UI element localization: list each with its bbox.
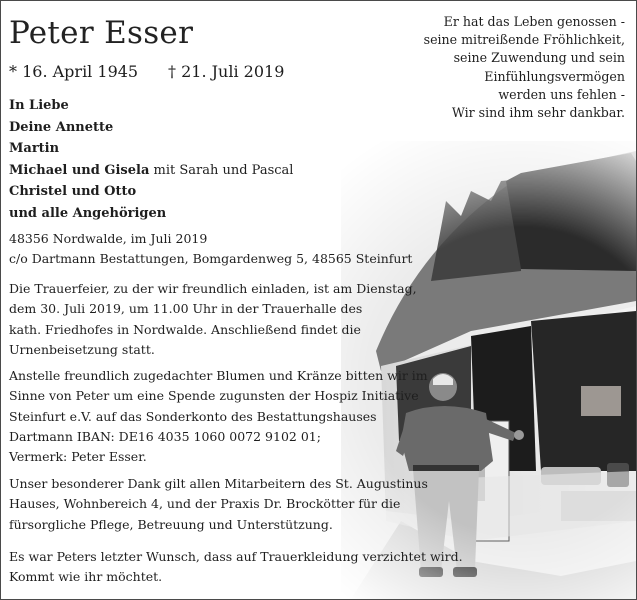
text-line: Unser besonderer Dank gilt allen Mitarbeitern des St. Augustinus (9, 476, 428, 491)
text-line: Vermerk: Peter Esser. (9, 449, 147, 465)
text-line: kath. Friedhofes in Nordwalde. Anschließend findet die (9, 321, 361, 337)
contact-address: c/o Dartmann Bestattungen, Bomgardenweg 5, 48565 Steinfurt (9, 251, 413, 266)
quote-line: seine Zuwendung und sein (453, 50, 625, 66)
memorial-quote (345, 13, 625, 122)
donation-paragraph (9, 366, 428, 467)
quote-line: Einfühlungsvermögen (484, 68, 625, 84)
text-line: Dartmann IBAN: DE16 4035 1060 0072 9102 01; (9, 428, 321, 444)
quote-line: werden uns fehlen - (498, 86, 625, 102)
quote-line: Er hat das Leben genossen - (443, 14, 625, 29)
mourner-line (9, 160, 293, 182)
text-line: Anstelle freundlich zugedachter Blumen und Kränze bitten wir im (9, 368, 428, 383)
mourner-names: Michael und Gisela (9, 162, 150, 178)
text-line: Steinfurt e.V. auf das Sonderkonto des Bestattungshauses (9, 408, 377, 424)
deceased-name: Peter Esser (9, 15, 194, 51)
text-line: Es war Peters letzter Wunsch, dass auf Trauerkleidung verzichtet wird. (9, 549, 463, 564)
text-line: Urnenbeisetzung statt. (9, 341, 155, 357)
place-and-address (9, 229, 412, 269)
thanks-paragraph (9, 474, 428, 535)
mourner-line: Christel und Otto (9, 184, 137, 200)
quote-line: seine mitreißende Fröhlichkeit, (423, 32, 625, 48)
death-date: † 21. Juli 2019 (168, 62, 285, 81)
mourner-extra: mit Sarah und Pascal (149, 162, 294, 178)
text-line: Sinne von Peter um eine Spende zugunsten der Hospiz Initiative (9, 388, 419, 404)
birth-date: * 16. April 1945 (9, 62, 139, 81)
mourner-line: Martin (9, 141, 60, 157)
text-line: Hauses, Wohnbereich 4, und der Praxis Dr. Brockötter für die (9, 496, 401, 512)
funeral-info-paragraph (9, 279, 417, 360)
mourner-line: In Liebe (9, 98, 69, 113)
dress-code-paragraph (9, 547, 463, 588)
text-line: dem 30. Juli 2019, um 11.00 Uhr in der Trauerhalle des (9, 301, 363, 317)
mourners-list (9, 95, 293, 225)
text-line: Die Trauerfeier, zu der wir freundlich einladen, ist am Dienstag, (9, 281, 417, 296)
quote-line: Wir sind ihm sehr dankbar. (451, 105, 625, 121)
text-line: Kommt wie ihr möchtet. (9, 569, 163, 585)
place-date: 48356 Nordwalde, im Juli 2019 (9, 231, 208, 246)
text-line: fürsorgliche Pflege, Betreuung und Unterstützung. (9, 516, 333, 532)
mourner-line: und alle Angehörigen (9, 205, 167, 221)
mourner-line: Deine Annette (9, 119, 114, 135)
